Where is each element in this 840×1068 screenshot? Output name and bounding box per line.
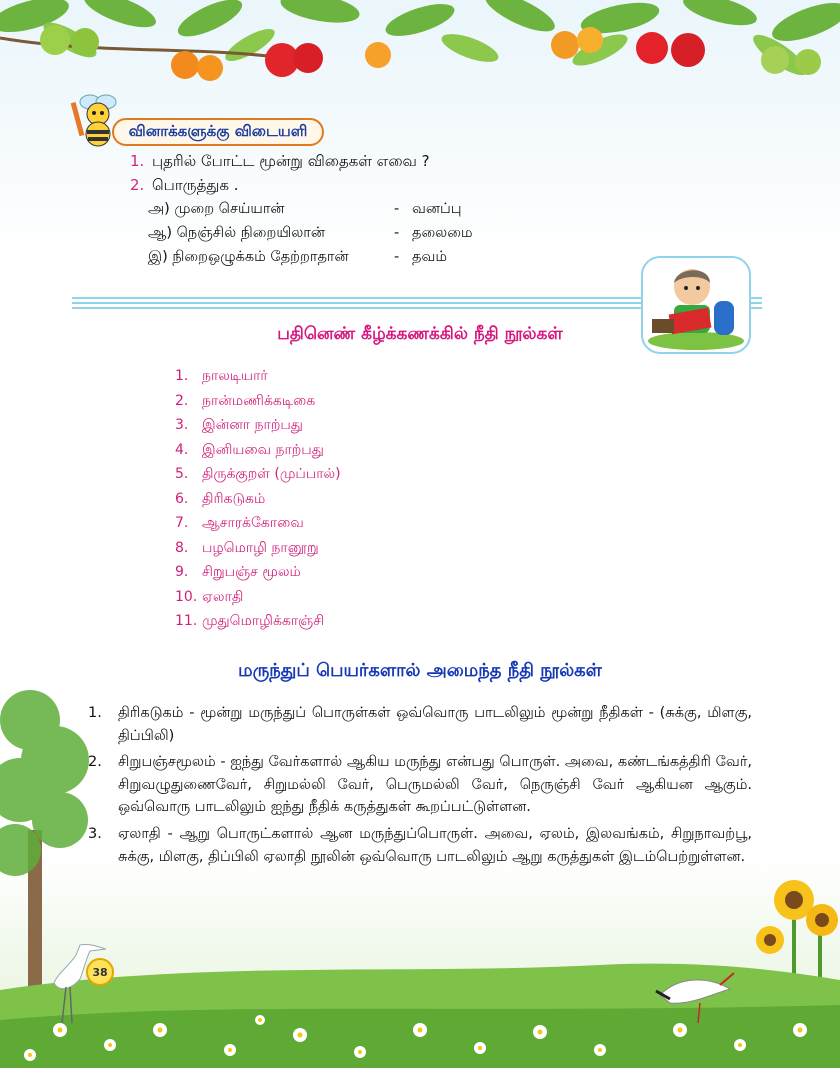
list-item: 2. நான்மணிக்கடிகை — [175, 392, 316, 409]
question-number: 1. — [130, 152, 145, 170]
list-item: 5. திருக்குறள் (முப்பால்) — [175, 466, 341, 482]
question-1 — [130, 152, 430, 172]
list-item: 7. ஆசாரக்கோவை — [175, 515, 304, 531]
stork-illustration — [650, 965, 740, 1025]
question-text: பொருத்துக . — [152, 176, 239, 194]
paragraph-text: ஏலாதி - ஆறு பொருட்களால் ஆன மருந்துப்பொருள். அவை, ஏலம், இலவங்கம், சிறுநாவற்பூ, சுக்கு, மிளகு, திப்பிலி ஏலாதி நூலின் ஒவ்வொரு பாடலிலும் ஆறு கருத்துகள் இடம்பெற்றுள்ளன. — [118, 826, 752, 865]
list-item: 3. இன்னா நாற்பது — [175, 417, 303, 433]
match-left: அ) முறை செய்யான் — [148, 201, 285, 217]
paragraph-number: 3. — [88, 826, 102, 842]
list-item: 6. திரிகடுகம் — [175, 490, 266, 507]
match-right: தலைமை — [412, 225, 473, 241]
page-number: 38 — [86, 958, 114, 986]
section-heading-medicine: மருந்துப் பெயர்களால் அமைந்த நீதி நூல்கள் — [238, 660, 602, 681]
question-text: புதரில் போட்ட மூன்று விதைகள் எவை ? — [152, 152, 430, 170]
list-item: 9. சிறுபஞ்ச மூலம் — [175, 564, 301, 580]
paragraph-number: 1. — [88, 705, 102, 721]
section-heading-books: பதினெண் கீழ்க்கணக்கில் நீதி நூல்கள் — [277, 324, 563, 344]
list-item: 4. இனியவை நாற்பது — [175, 441, 324, 458]
paragraph-text: திரிகடுகம் - மூன்று மருந்துப் பொருள்கள் ஒவ்வொரு பாடலிலும் மூன்று நீதிகள் - (சுக்கு, மிளகு, திப்பிலி) — [118, 705, 752, 744]
paragraph-1 — [88, 702, 752, 747]
match-dash: - — [394, 201, 400, 217]
match-dash: - — [394, 225, 400, 241]
list-item: 10. ஏலாதி — [175, 588, 244, 605]
paragraph-3 — [88, 823, 752, 868]
paragraph-2 — [88, 751, 752, 819]
paragraph-text: சிறுபஞ்சமூலம் - ஐந்து வேர்களால் ஆகிய மருந்து என்பது பொருள். அவை, கண்டங்கத்திரி வேர், சிறுவழுதுணைவேர், சிறுமல்லி வேர், பெருமல்லி வேர், நெருஞ்சி வேர் ஆகியன ஆகும். ஒவ்வொரு பாடலிலும் ஐந்து நீதிக் கருத்துகள் கூறப்பட்டுள்ளன. — [118, 754, 752, 815]
match-dash: - — [394, 249, 400, 265]
match-right: தவம் — [412, 249, 447, 265]
match-left: இ) நிறைஒழுக்கம் தேற்றாதான் — [148, 249, 349, 265]
paragraph-number: 2. — [88, 754, 102, 770]
list-item: 11. முதுமொழிக்காஞ்சி — [175, 613, 325, 629]
questions-section-title: வினாக்களுக்கு விடையளி — [112, 118, 324, 146]
list-item: 1. நாலடியார் — [175, 368, 268, 384]
question-number: 2. — [130, 176, 145, 194]
list-item: 8. பழமொழி நானூறு — [175, 539, 319, 556]
match-right: வனப்பு — [412, 201, 462, 217]
question-2 — [130, 176, 238, 196]
leaves-and-fruits-illustration — [0, 0, 840, 125]
match-left: ஆ) நெஞ்சில் நிறையிலான் — [148, 225, 325, 241]
